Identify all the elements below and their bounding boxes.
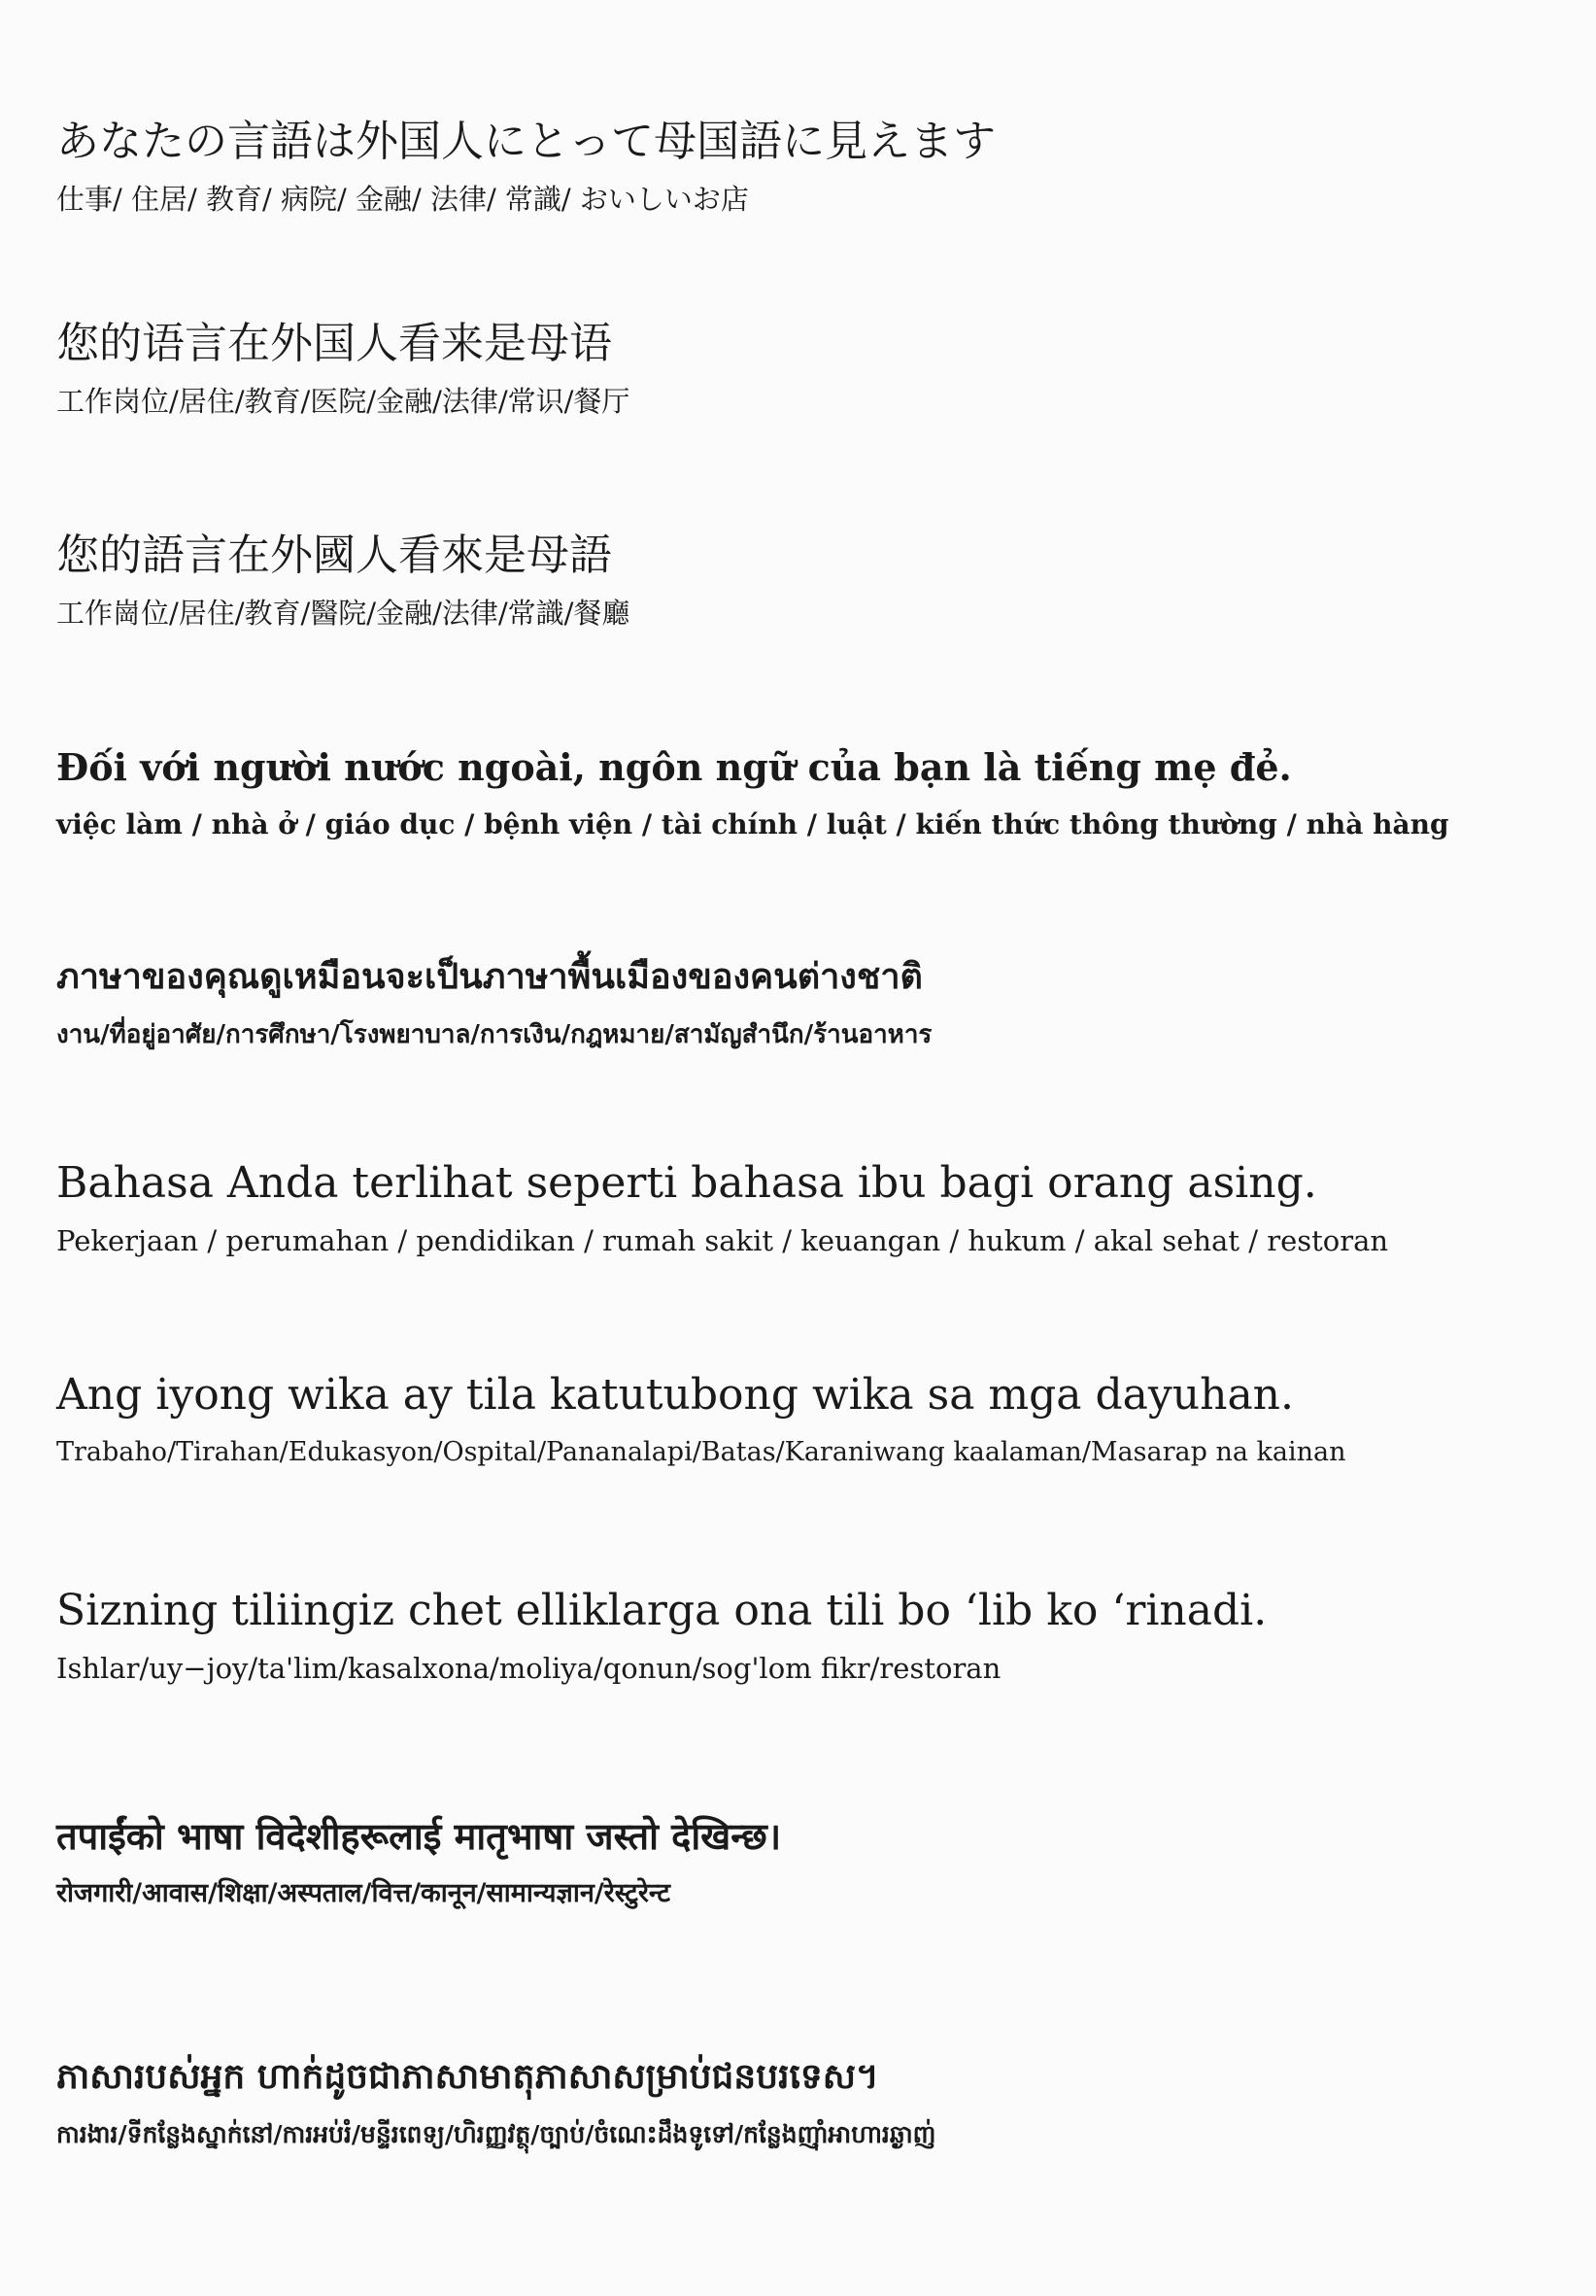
entry-thai: [56, 950, 1567, 1053]
headline-nepali: तपाईंको भाषा विदेशीहरूलाई मातृभाषा जस्तो देखिन्छ।: [56, 1815, 782, 1858]
headline-indonesian: Bahasa Anda terlihat seperti bahasa ibu bagi orang asing.: [56, 1158, 1317, 1208]
entry-vietnamese: [56, 740, 1567, 843]
headline-chinese-simplified: 您的语言在外国人看来是母语: [56, 319, 612, 368]
entry-tagalog: [56, 1368, 1567, 1471]
headline-vietnamese: Đối với người nước ngoài, ngôn ngữ của bạn là tiếng mẹ đẻ.: [56, 745, 1292, 789]
headline-chinese-traditional: 您的語言在外國人看來是母語: [56, 531, 612, 580]
topics-chinese-simplified: 工作岗位/居住/教育/医院/金融/法律/常识/餐厅: [56, 385, 630, 418]
headline-uzbek: Sizning tiliingiz chet elliklarga ona tili bo ‘lib ko ‘rinadi.: [56, 1586, 1268, 1635]
topics-indonesian: Pekerjaan / perumahan / pendidikan / rumah sakit / keuangan / hukum / akal sehat / restoran: [56, 1224, 1389, 1257]
topics-chinese-traditional: 工作崗位/居住/教育/醫院/金融/法律/常識/餐廳: [56, 597, 630, 630]
topics-nepali: रोजगारी/आवास/शिक्षा/अस्पताल/वित्त/कानून/सामान्यज्ञान/रेस्टुरेन्ट: [56, 1878, 670, 1908]
entry-chinese-traditional: [56, 529, 1567, 632]
entry-japanese: [56, 115, 1567, 218]
topics-tagalog: Trabaho/Tirahan/Edukasyon/Ospital/Pananalapi/Batas/Karaniwang kaalaman/Masarap na kainan: [56, 1437, 1346, 1467]
topics-vietnamese: việc làm / nhà ở / giáo dục / bệnh viện / tài chính / luật / kiến thức thông thường / nhà hàng: [56, 808, 1449, 840]
headline-japanese: あなたの言語は外国人にとって母国語に見えます: [56, 117, 997, 166]
headline-khmer: ភាសារបស់អ្នក ហាក់ដូចជាភាសាមាតុភាសាសម្រាប់ជនបរទេស។: [56, 2057, 879, 2097]
entry-chinese-simplified: [56, 317, 1567, 420]
entry-indonesian: [56, 1156, 1567, 1259]
entry-uzbek: [56, 1584, 1567, 1687]
entry-khmer: [56, 2050, 1567, 2153]
topics-japanese: 仕事/ 住居/ 教育/ 病院/ 金融/ 法律/ 常識/ おいしいお店: [56, 183, 749, 216]
entry-nepali: [56, 1809, 1567, 1912]
headline-thai: ภาษาของคุณดูเหมือนจะเป็นภาษาพื้นเมืองของคนต่างชาติ: [56, 957, 923, 997]
topics-thai: งาน/ที่อยู่อาศัย/การศึกษา/โรงพยาบาล/การเงิน/กฎหมาย/สามัญสำนึก/ร้านอาหาร: [56, 1020, 933, 1049]
topics-khmer: ការងារ/ទីកន្លែងស្នាក់នៅ/ការអប់រំ/មន្ទីរពេទ្យ/ហិរញ្ញវត្ថុ/ច្បាប់/ចំណេះដឹងទូទៅ/កន្លែងញ៉ាំអាហារឆ្ងាញ់: [56, 2120, 936, 2148]
topics-uzbek: Ishlar/uy−joy/ta'lim/kasalxona/moliya/qonun/sog'lom fikr/restoran: [56, 1652, 1002, 1685]
headline-tagalog: Ang iyong wika ay tila katutubong wika sa mga dayuhan.: [56, 1370, 1295, 1420]
